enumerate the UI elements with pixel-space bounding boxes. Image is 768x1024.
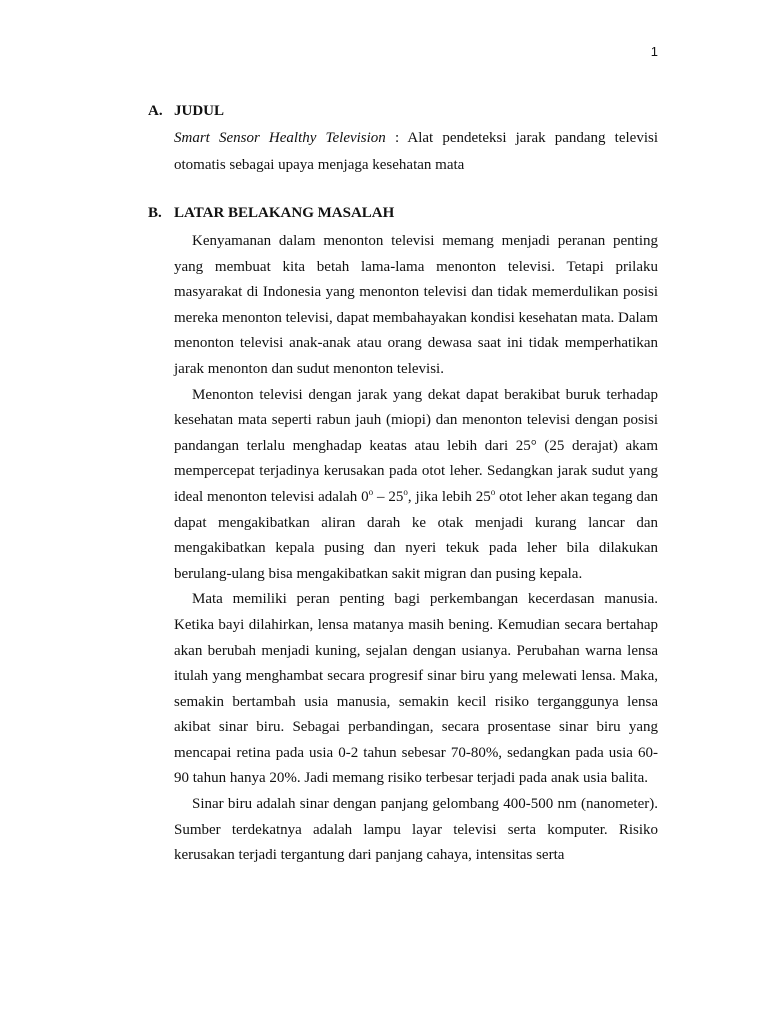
section-title: LATAR BELAKANG MASALAH [174,205,395,221]
degree-sup: o [490,486,496,497]
paragraph-3: Mata memiliki peran penting bagi perkembangan kecerdasan manusia. Ketika bayi dilahirkan, lensa matanya masih bening. Kemudian secara bertahap akan berubah menjadi kuning, sejalan dengan usianya. Perubahan warna lensa itulah yang menghambat secara progresif sinar biru yang melewati lensa. Maka, semakin bertambah usia manusia, semakin kecil risiko terganggunya lensa akibat sinar biru. Sebagai perbandingan, secara prosentase sinar biru yang mencapai retina pada usia 0-2 tahun sebesar 70-80%, sedangkan pada usia 60- 90 tahun hanya 20%. Jadi memang risiko terbesar terjadi pada anak usia balita. [174,591,658,787]
judul-text [174,125,658,179]
paragraph-2-part3: , jika lebih 25 [407,488,491,505]
paragraph-2-part2: – 25 [373,488,404,505]
section-heading [148,101,658,121]
paragraph-2 [174,383,658,588]
section-letter: A. [148,103,163,119]
judul-italic: Smart Sensor Healthy Television [174,130,386,146]
degree-sup: o [403,486,408,497]
section-latar-belakang [148,203,658,869]
judul-rest: : Alat pendeteksi jarak pandang televisi otomatis sebagai upaya menjaga kesehatan mata [174,130,658,173]
degree-sup: o [368,486,374,497]
paragraph-4: Sinar biru adalah sinar dengan panjang gelombang 400-500 nm (nanometer). Sumber terdekatnya adalah lampu layar televisi serta komputer. Risiko kerusakan terjadi tergantung dari panjang cahaya, intensitas serta [174,796,658,864]
section-judul [148,101,658,179]
section-title: JUDUL [174,103,225,119]
paragraph-2-part1: Menonton televisi dengan jarak yang dekat dapat berakibat buruk terhadap kesehatan mata seperti rabun jauh (miopi) dan menonton televisi dengan posisi pandangan terlalu menghadap keatas atau lebih dari 25° (25 derajat) akam mempercepat terjadinya kerusakan pada otot leher. Sedangkan jarak sudut yang ideal menonton televisi adalah 0 [174,386,658,505]
section-heading [148,203,658,223]
section-body [174,229,658,869]
section-letter: B. [148,205,162,221]
paragraph-2-part4: otot leher akan tegang dan dapat mengakibatkan aliran darah ke otak menjadi kurang lancar dan mengakibatkan kepala pusing dan nyeri tekuk pada leher bila dilakukan berulang-ulang bisa mengakibatkan sakit migran dan pusing kepala. [174,488,658,582]
page-number: 1 [650,44,658,59]
paragraph-1: Kenyamanan dalam menonton televisi memang menjadi peranan penting yang membuat kita betah lama-lama menonton televisi. Tetapi prilaku masyarakat di Indonesia yang menonton televisi dan tidak memerdulikan posisi mereka menonton televisi, dapat membahayakan kondisi kesehatan mata. Dalam menonton televisi anak-anak atau orang dewasa saat ini tidak memperhatikan jarak menonton dan sudut menonton televisi. [174,233,658,377]
